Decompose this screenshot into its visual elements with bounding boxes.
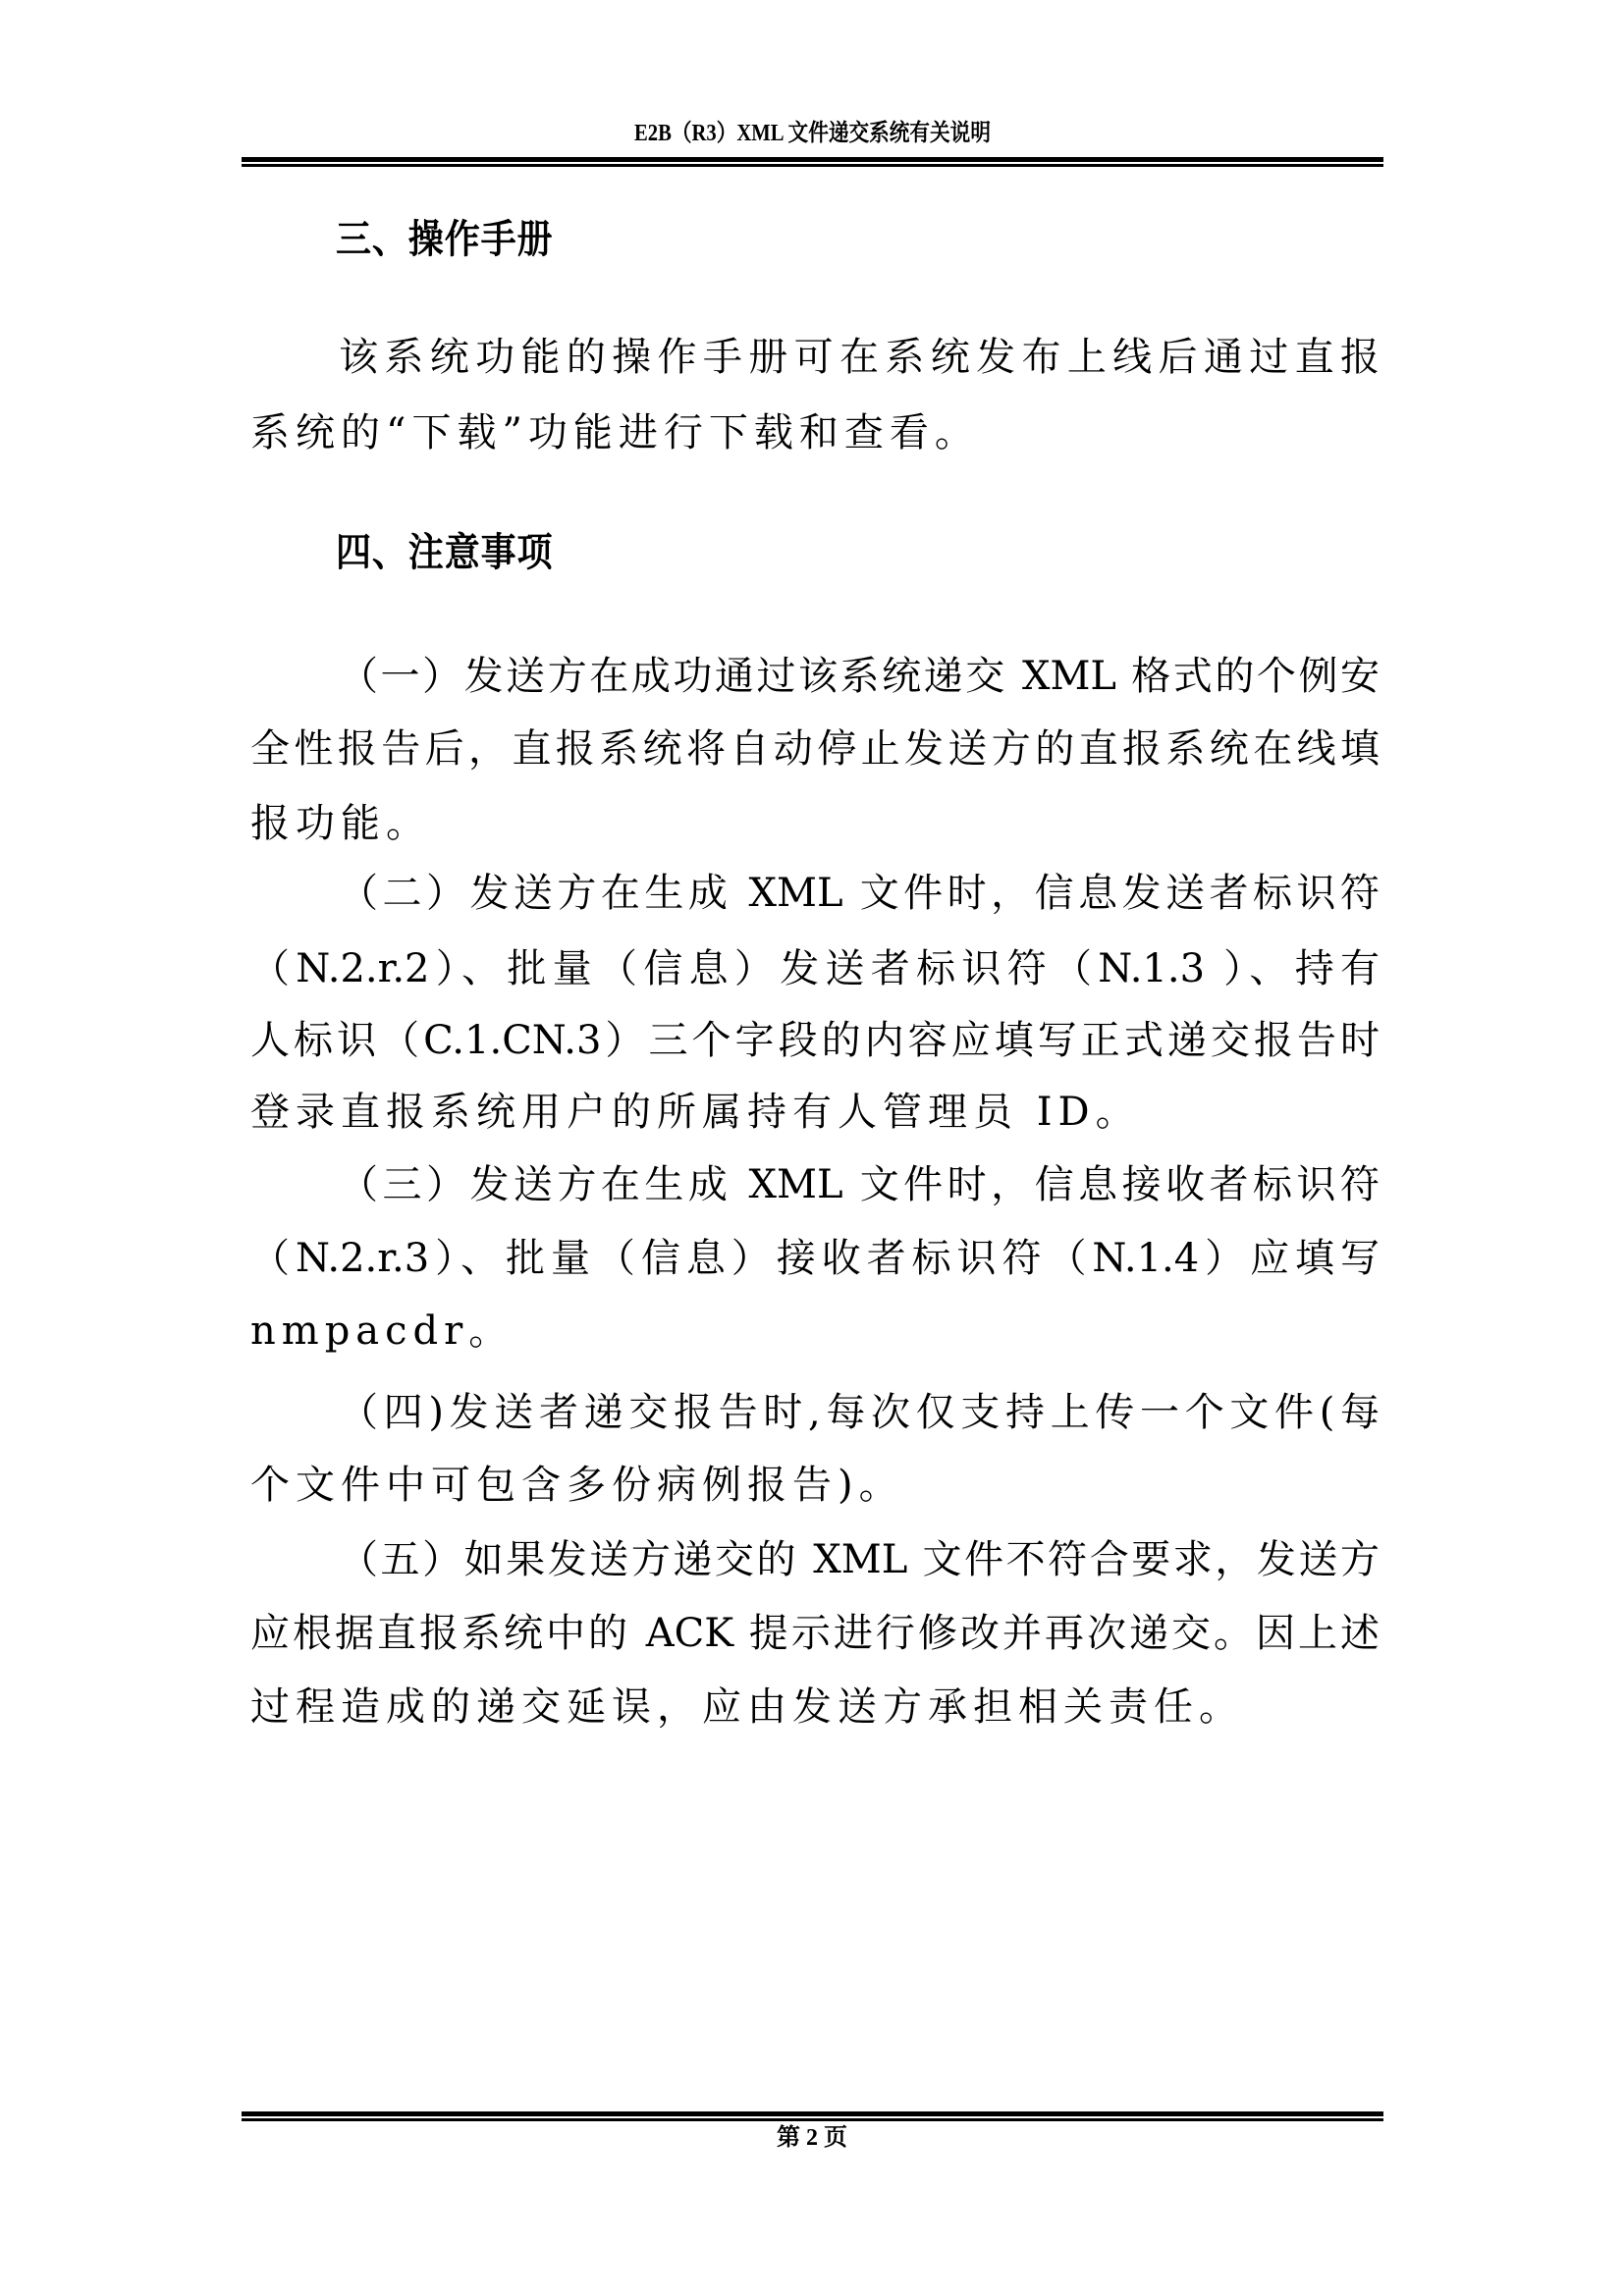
- paragraph-line: （二）发送方在生成 XML 文件时，信息发送者标识符: [339, 871, 1380, 916]
- paragraph-line: 人标识（C.1.CN.3）三个字段的内容应填写正式递交报告时: [250, 1018, 1380, 1063]
- running-header-title: E2B（R3）XML 文件递交系统有关说明: [634, 121, 991, 146]
- paragraph-line: 应根据直报系统中的 ACK 提示进行修改并再次递交。因上述: [250, 1611, 1380, 1656]
- paragraph-line: （三）发送方在生成 XML 文件时，信息接收者标识符: [339, 1162, 1380, 1207]
- paragraph-line: 过程造成的递交延误，应由发送方承担相关责任。: [250, 1684, 1244, 1730]
- section-heading-operation-manual: 三、操作手册: [336, 217, 554, 262]
- paragraph-line: （N.2.r.2）、批量（信息）发送者标识符（N.1.3 ）、持有: [250, 946, 1380, 991]
- paragraph-line: 全性报告后，直报系统将自动停止发送方的直报系统在线填: [250, 726, 1380, 772]
- footer-rule-thick: [242, 2111, 1383, 2116]
- header-rule-thin: [242, 164, 1383, 167]
- paragraph-line: （一）发送方在成功通过该系统递交 XML 格式的个例安: [339, 654, 1380, 699]
- paragraph-line: 系统的“下载”功能进行下载和查看。: [250, 410, 980, 455]
- paragraph-line: （N.2.r.3）、批量（信息）接收者标识符（N.1.4）应填写: [250, 1236, 1380, 1281]
- paragraph-line: （四)发送者递交报告时,每次仅支持上传一个文件(每: [339, 1390, 1380, 1435]
- paragraph-line: nmpacdr。: [250, 1308, 514, 1354]
- paragraph-line: （五）如果发送方递交的 XML 文件不符合要求，发送方: [339, 1537, 1380, 1582]
- section-heading-notes: 四、注意事项: [336, 530, 554, 575]
- paragraph-line: 该系统功能的操作手册可在系统发布上线后通过直报: [339, 335, 1380, 380]
- paragraph-line: 个文件中可包含多份病例报告)。: [250, 1463, 904, 1508]
- header-rule-thick: [242, 157, 1383, 162]
- footer-rule-thin: [242, 2118, 1383, 2121]
- page-number: 第 2 页: [777, 2125, 847, 2151]
- paragraph-line: 登录直报系统用户的所属持有人管理员 ID。: [250, 1090, 1141, 1135]
- paragraph-line: 报功能。: [250, 801, 431, 846]
